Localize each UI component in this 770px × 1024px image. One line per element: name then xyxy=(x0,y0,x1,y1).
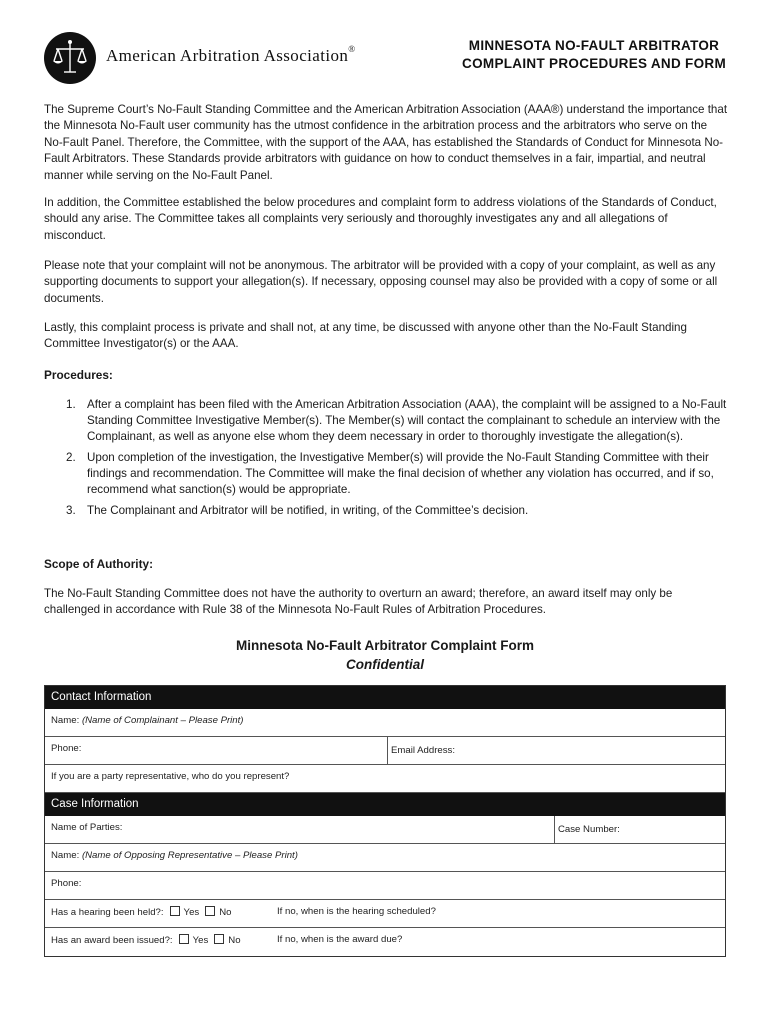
form-title: Minnesota No-Fault Arbitrator Complaint Form Confidential xyxy=(0,636,770,674)
intro-paragraph-1: The Supreme Court’s No-Fault Standing Committee and the American Arbitration Association (AAA®) understand the importance that the Minnesota No-Fault user community has the utmost confidence in the arbitration process and the arbitrators who serve on the No-Fault Panel. Therefore, the Committee, with the support of the AAA, has established the Standards of Conduct for Minnesota No-Fault Arbitrators. These Standards provide arbitrators with guidance on how to conduct themselves in a fair, impartial, and neutral manner while serving on the No-Fault Panel. xyxy=(44,103,728,182)
hearing-date-field[interactable]: If no, when is the hearing scheduled? xyxy=(277,906,436,917)
complaint-form xyxy=(44,685,726,957)
case-section-header: Case Information xyxy=(45,793,725,816)
page-header xyxy=(44,30,726,86)
form-subtitle: Confidential xyxy=(346,657,424,672)
opposing-name-field[interactable]: Name: (Name of Opposing Representative – Please Print) xyxy=(45,844,725,872)
email-field[interactable]: Email Address: xyxy=(387,737,725,764)
hearing-row: Has a hearing been held?: Yes No If no, when is the hearing scheduled? xyxy=(45,900,725,928)
award-no-checkbox[interactable] xyxy=(214,934,224,944)
intro-paragraph-3: Please note that your complaint will not be anonymous. The arbitrator will be provided with a copy of your complaint, as well as any supporting documents to support your allegation(s). If necessary, opposing counsel may also be provided with a copy of some or all documents. xyxy=(44,259,718,305)
parties-case-row xyxy=(45,816,725,844)
list-item: 2. Upon completion of the investigation, the Investigative Member(s) will provide the No-Fault Standing Committee with their findings and recommendation. The Committee will make the final decision of whether any violation has occurred, and if so, recommend what sanction(s) would be appropriate. xyxy=(66,451,714,496)
hearing-no-checkbox[interactable] xyxy=(205,906,215,916)
aaa-scales-logo-icon xyxy=(44,32,96,84)
scope-paragraph: The No-Fault Standing Committee does not have the authority to overturn an award; therefore, an award itself may only be challenged in accordance with Rule 38 of the Minnesota No-Fault Rules of Arbitration Procedures. xyxy=(44,587,673,617)
list-item: 3. The Complainant and Arbitrator will be notified, in writing, of the Committee’s decision. xyxy=(66,504,529,517)
page-title: MINNESOTA NO-FAULT ARBITRATOR COMPLAINT PROCEDURES AND FORM xyxy=(462,38,726,71)
award-row: Has an award been issued?: Yes No If no, when is the award due? xyxy=(51,934,403,946)
opposing-phone-field[interactable]: Phone: xyxy=(45,872,725,900)
procedures-list xyxy=(44,397,728,524)
represent-field[interactable]: If you are a party representative, who do you represent? xyxy=(45,765,725,793)
complainant-name-field[interactable]: Name: (Name of Complainant – Please Print) xyxy=(45,709,725,737)
hearing-yes-checkbox[interactable] xyxy=(170,906,180,916)
contact-section-header: Contact Information xyxy=(45,686,725,709)
intro-paragraph-4: Lastly, this complaint process is private and shall not, at any time, be discussed with anyone other than the No-Fault Standing Committee Investigator(s) or the AAA. xyxy=(44,321,687,351)
scope-heading: Scope of Authority: xyxy=(44,557,154,571)
intro-paragraph-2: In addition, the Committee established the below procedures and complaint form to address violations of the Standards of Conduct, should any arise. The Committee takes all complaints very seriously and thoroughly investigates any and all allegations of misconduct. xyxy=(44,196,717,242)
org-name: American Arbitration Association® xyxy=(106,44,356,65)
contact-phone-email-row xyxy=(45,737,725,765)
case-number-field[interactable]: Case Number: xyxy=(554,816,725,843)
procedures-heading: Procedures: xyxy=(44,368,113,382)
phone-field[interactable]: Phone: xyxy=(51,743,82,754)
list-item: 1. After a complaint has been filed with the American Arbitration Association (AAA), the complaint will be assigned to a No-Fault Standing Committee Investigative Member(s). The Member(s) will contact the complainant to schedule an interview with the Complainant, as well as anyone else whom they deem necessary in order to thoroughly investigate the allegation(s). xyxy=(66,398,727,443)
parties-field[interactable]: Name of Parties: xyxy=(51,822,123,833)
award-yes-checkbox[interactable] xyxy=(179,934,189,944)
award-date-field[interactable]: If no, when is the award due? xyxy=(277,934,403,945)
